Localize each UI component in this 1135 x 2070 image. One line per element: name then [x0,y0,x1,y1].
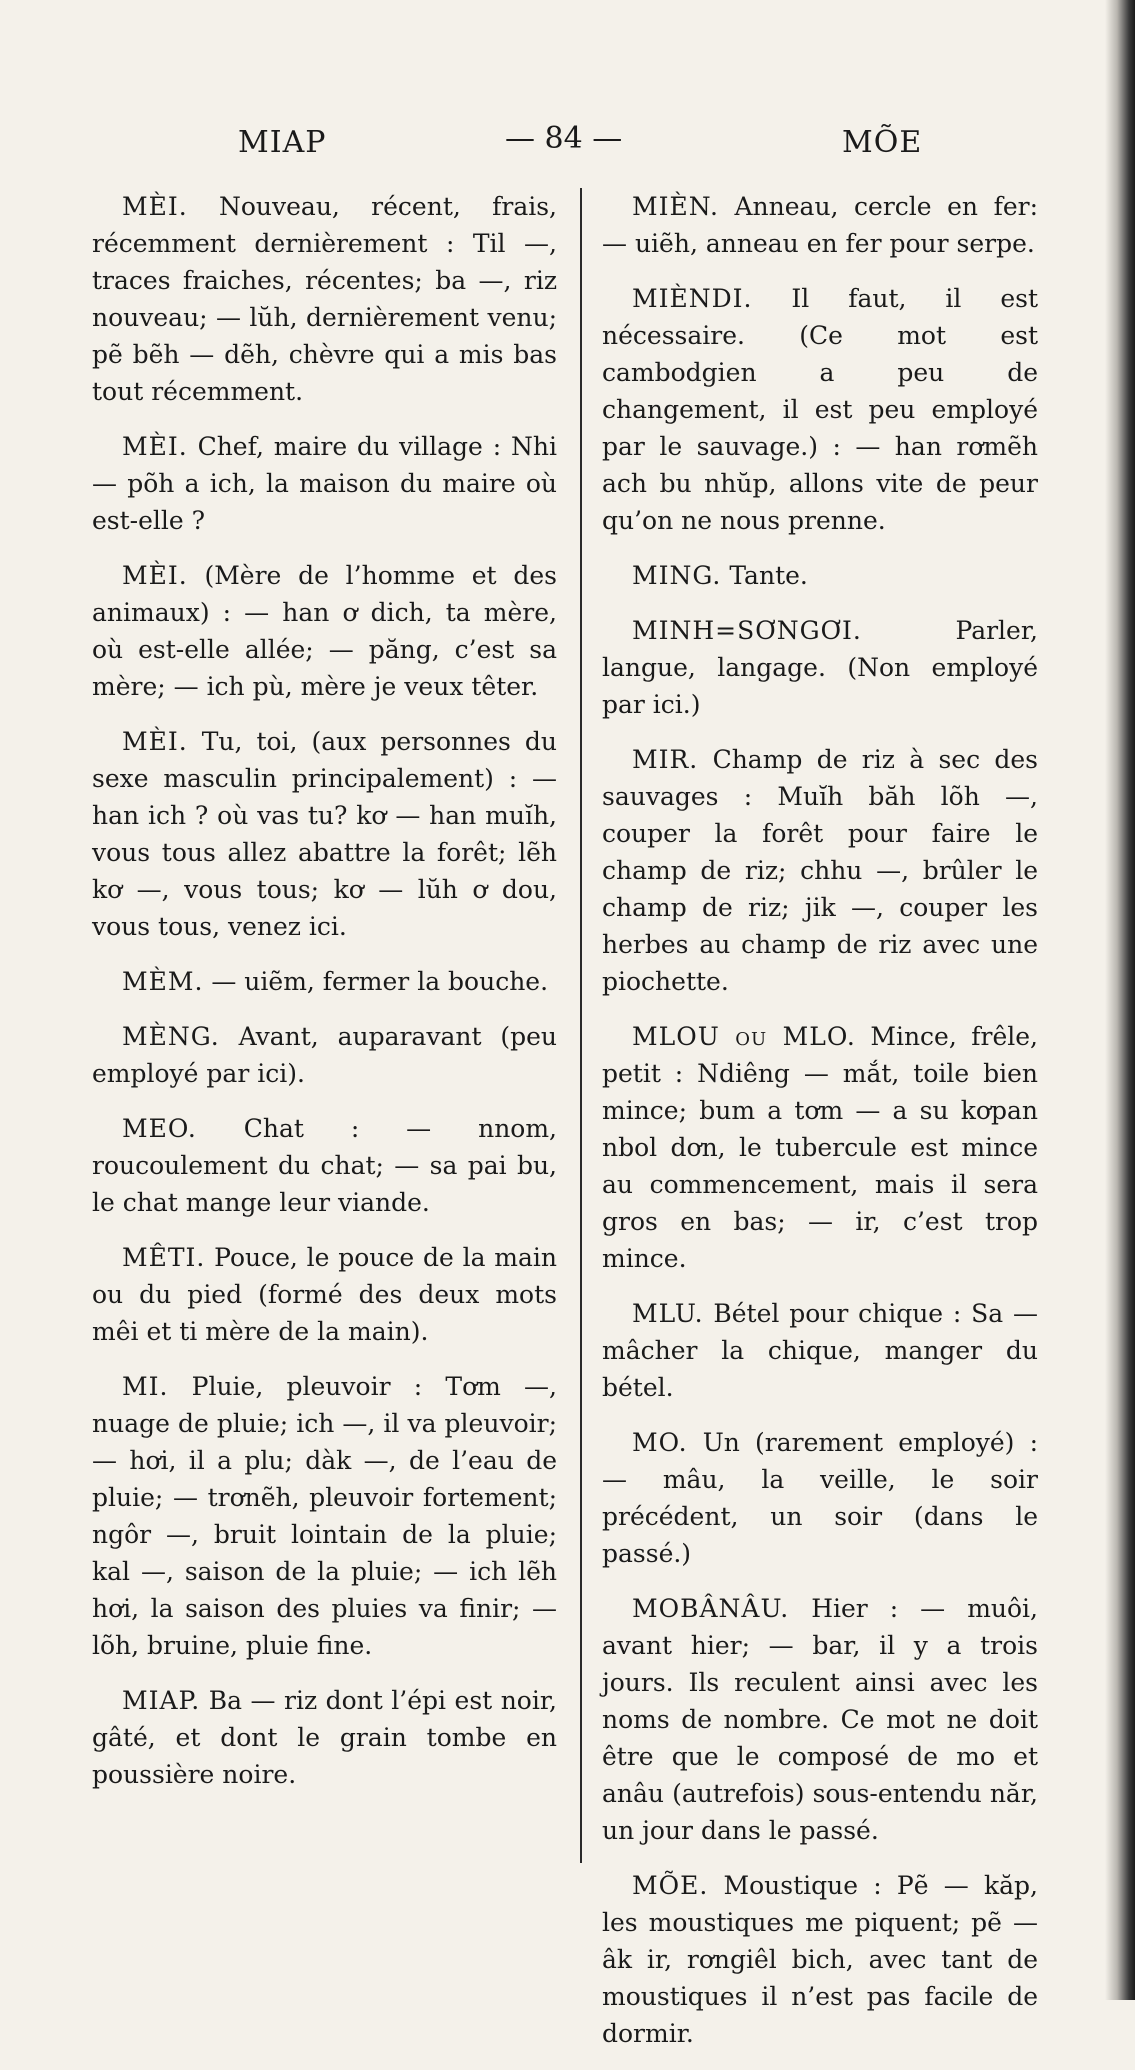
headword: MO. [632,1428,688,1457]
dictionary-entry [92,1239,557,1350]
headword: MLOU ou MLO. [632,1022,856,1051]
definition: Parler, langue, langage. (Non employé par ici.) [602,616,1038,719]
headword: MÈI. [122,727,188,756]
dictionary-entry [602,557,1038,594]
headword: MIÈN. [632,192,719,221]
definition: Mince, frêle, petit : Ndiêng — mắt, toile bien mince; bum a tơm — a su kơpan nbol dơn, le tubercule est mince au commencement, mais il sera gros en bas; — ir, c’est trop mince. [602,1022,1039,1273]
dictionary-entry [92,428,557,539]
definition: Bétel pour chique : Sa — mâcher la chique, manger du bétel. [602,1299,1038,1402]
headword: MÊTI. [122,1243,206,1272]
definition: — uiẽm, fermer la bouche. [211,967,549,996]
headword: MIÈNDI. [632,284,753,313]
right-column [602,188,1038,2070]
page-header [0,121,1135,165]
dictionary-entry [92,963,557,1000]
header-right-guideword: MÕE [842,125,923,160]
definition: Nouveau, récent, frais, récemment dernièrement : Til —, traces fraiches, récentes; ba —, riz nouveau; — lŭh, dernièrement venu; pẽ bẽh — dẽh, chèvre qui a mis bas tout récemment. [92,192,558,406]
column-divider [580,188,582,1863]
dictionary-entry [602,1018,1038,1277]
dictionary-entry [92,188,557,410]
left-column [92,188,557,1811]
headword: MIR. [632,745,699,774]
headword: MÈI. [122,192,188,221]
definition: Pluie, pleuvoir : Tơm —, nuage de pluie; ich —, il va pleuvoir; — hơi, il a plu; dàk —, de l’eau de pluie; — trơnẽh, pleuvoir fortement; ngôr —, bruit lointain de la pluie; kal —, saison de la pluie; — ich lẽh hơi, la saison des pluies va finir; — lõh, bruine, pluie fine. [92,1372,557,1660]
headword: MÈI. [122,432,188,461]
headword: MÈNG. [122,1022,220,1051]
dictionary-entry [602,280,1038,539]
dictionary-entry [602,612,1038,723]
definition: Un (rarement employé) : — mâu, la veille, le soir précédent, un soir (dans le passé.) [602,1428,1038,1568]
definition: Anneau, cercle en fer: — uiẽh, anneau en fer pour serpe. [602,192,1038,258]
dictionary-entry [92,1682,557,1793]
headword: MIAP. [122,1686,201,1715]
headword: MOBÂNÂU. [632,1594,790,1623]
definition: Il faut, il est nécessaire. (Ce mot est cambodgien a peu de changement, il est peu employé par le sauvage.) : — han rơmẽh ach bu nhŭp, allons vite de peur qu’on ne nous prenne. [602,284,1038,535]
dictionary-entry [92,1368,557,1664]
definition: Tu, toi, (aux personnes du sexe masculin principalement) : — han ich ? où vas tu? kơ — han muĭh, vous tous allez abattre la forêt; lẽh kơ —, vous tous; kơ — lŭh ơ dou, vous tous, venez ici. [92,727,557,941]
dictionary-entry [602,1424,1038,1572]
page-number: — 84 — [505,121,623,156]
definition: Moustique : Pẽ — kăp, les moustiques me piquent; pẽ — âk ir, rơngiêl bich, avec tant de moustiques il n’est pas facile de dormir. [602,1871,1038,2048]
book-spine-shadow [1105,0,1135,2000]
definition: Pouce, le pouce de la main ou du pied (formé des deux mots mêi et ti mère de la main). [92,1243,557,1346]
dictionary-entry [92,1110,557,1221]
dictionary-entry [92,1018,557,1092]
dictionary-entry [602,741,1038,1000]
definition: Ba — riz dont l’épi est noir, gâté, et dont le grain tombe en poussière noire. [92,1686,557,1789]
headword: MEO. [122,1114,197,1143]
dictionary-entry [602,1867,1038,2052]
headword: MÈM. [122,967,204,996]
definition: (Mère de l’homme et des animaux) : — han ơ dich, ta mère, où est-elle allée; — păng, c’est sa mère; — ich pù, mère je veux têter. [92,561,558,701]
definition: Tante. [729,561,808,590]
headword: MING. [632,561,722,590]
headword: MI. [122,1372,169,1401]
dictionary-entry [92,557,557,705]
definition: Champ de riz à sec des sauvages : Muĭh băh lõh —, couper la forêt pour faire le champ de riz; chhu —, brûler le champ de riz; jik —, couper les herbes au champ de riz avec une piochette. [602,745,1038,996]
definition: Avant, auparavant (peu employé par ici). [92,1022,557,1088]
dictionary-entry [602,1590,1038,1849]
dictionary-entry [602,1295,1038,1406]
headword: MÕE. [632,1871,709,1900]
dictionary-entry [602,188,1038,262]
headword: MINH=SƠNGƠI. [632,616,862,645]
headword: MÈI. [122,561,188,590]
definition: Hier : — muôi, avant hier; — bar, il y a trois jours. Ils reculent ainsi avec les noms de nombre. Ce mot ne doit être que le composé de mo et anâu (autrefois) sous-entendu năr, un jour dans le passé. [602,1594,1038,1845]
definition: Chef, maire du village : Nhi — põh a ich, la maison du maire où est-elle ? [92,432,557,535]
definition: Chat : — nnom, roucoulement du chat; — sa pai bu, le chat mange leur viande. [92,1114,557,1217]
header-left-guideword: MIAP [238,125,327,160]
headword: MLU. [632,1299,704,1328]
dictionary-entry [92,723,557,945]
